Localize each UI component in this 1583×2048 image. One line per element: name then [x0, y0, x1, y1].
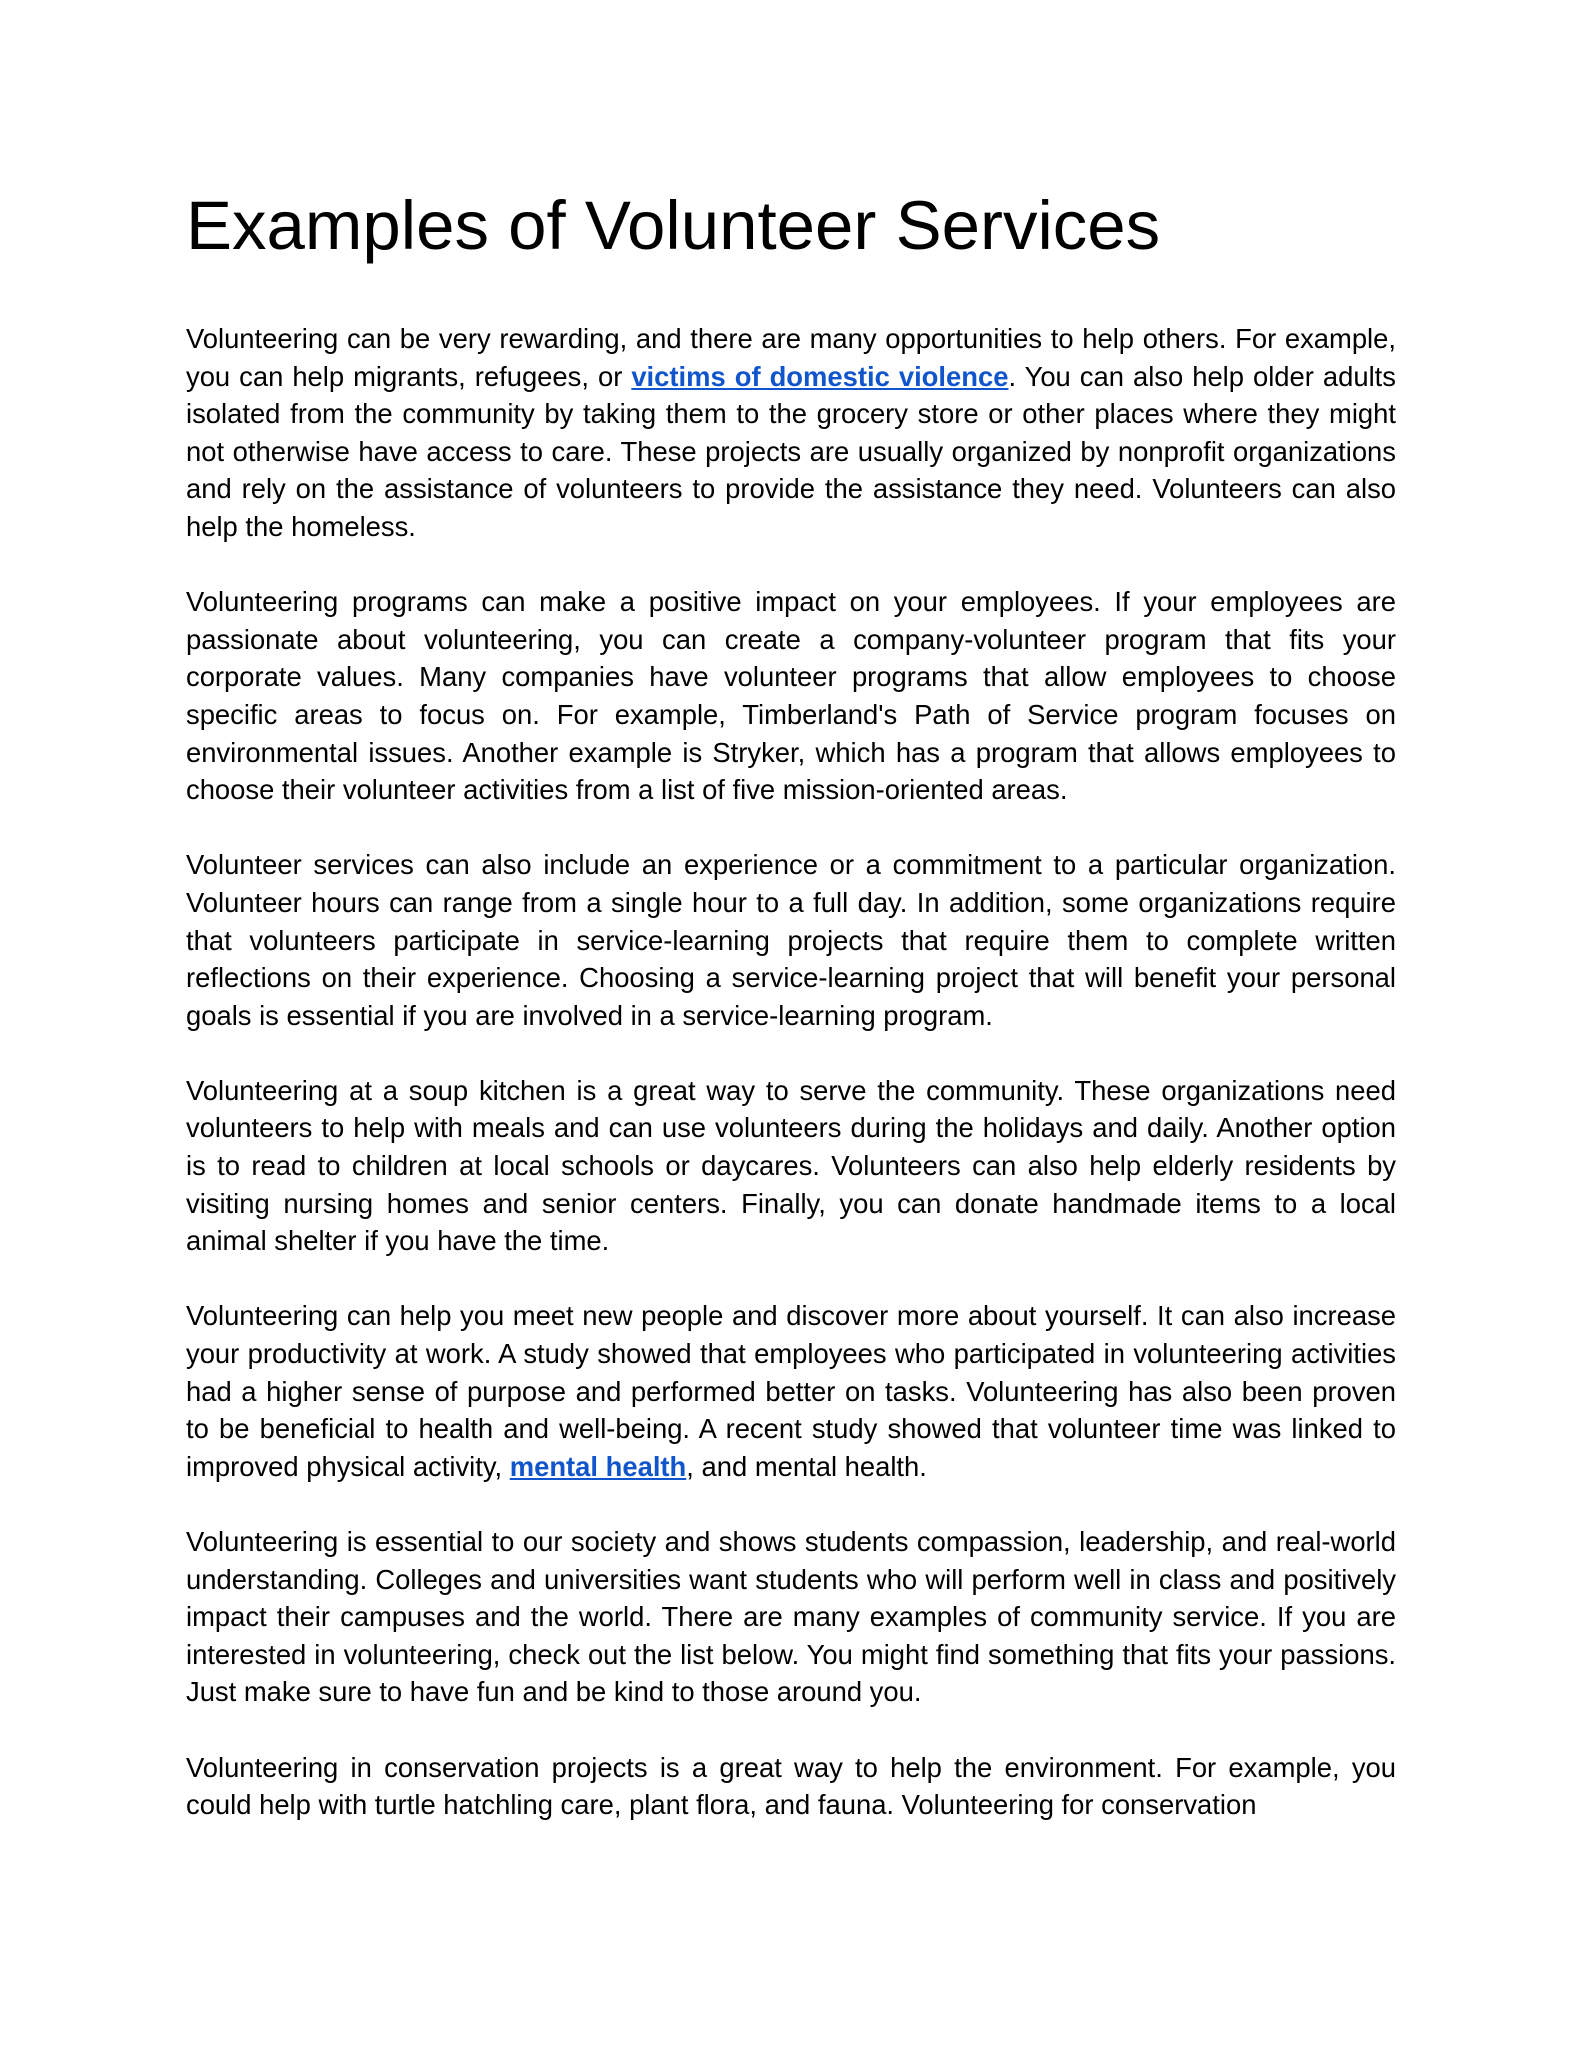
paragraph-3: Volunteer services can also include an experience or a commitment to a particular organization. Volunteer hours can range from a single hour to a full day. In addition, some organizations require that volunteers participate in service-learning projects that require them to complete written reflections on their experience. Choosing a service-learning project that will benefit your personal goals is essential if you are involved in a service-learning program.: [186, 849, 1396, 1031]
paragraph-5-text-after: , and mental health.: [686, 1450, 927, 1482]
document-page: [186, 186, 1396, 1861]
paragraph-1: [186, 320, 1396, 546]
link-victims-of-domestic-violence[interactable]: victims of domestic violence: [631, 360, 1009, 392]
paragraph-1-text-after: . You can also help older adults isolated from the community by taking them to the grocery store or other places where they might not otherwise have access to care. These projects are usually organized by nonprofit organizations and rely on the assistance of volunteers to provide the assistance they need. Volunteers can also help the homeless.: [186, 360, 1396, 542]
paragraph-6: Volunteering is essential to our society and shows students compassion, leadership, and real-world understanding. Colleges and universities want students who will perform well in class and positively impact their campuses and the world. There are many examples of community service. If you are interested in volunteering, check out the list below. You might find something that fits your passions. Just make sure to have fun and be kind to those around you.: [186, 1526, 1396, 1708]
paragraph-1-text-before: Volunteering can be very rewarding, and there are many opportunities to help others. For example, you can help migrants, refugees, or: [186, 323, 1396, 392]
paragraph-2: Volunteering programs can make a positive impact on your employees. If your employees are passionate about volunteering, you can create a company-volunteer program that fits your corporate values. Many companies have volunteer programs that allow employees to choose specific areas to focus on. For example, Timberland's Path of Service program focuses on environmental issues. Another example is Stryker, which has a program that allows employees to choose their volunteer activities from a list of five mission-oriented areas.: [186, 586, 1396, 806]
paragraph-5: [186, 1297, 1396, 1485]
paragraph-7: Volunteering in conservation projects is a great way to help the environment. For example, you could help with turtle hatchling care, plant flora, and fauna. Volunteering for conservation: [186, 1751, 1396, 1821]
document-body: [186, 320, 1396, 1824]
link-mental-health[interactable]: mental health: [509, 1450, 687, 1482]
paragraph-5-text-before: Volunteering can help you meet new people and discover more about yourself. It can also increase your productivity at work. A study showed that employees who participated in volunteering activities had a higher sense of purpose and performed better on tasks. Volunteering has also been proven to be beneficial to health and well-being. A recent study showed that volunteer time was linked to improved physical activity,: [186, 1300, 1396, 1482]
document-title: Examples of Volunteer Services: [186, 187, 1161, 264]
paragraph-4: Volunteering at a soup kitchen is a great way to serve the community. These organizations need volunteers to help with meals and can use volunteers during the holidays and daily. Another option is to read to children at local schools or daycares. Volunteers can also help elderly residents by visiting nursing homes and senior centers. Finally, you can donate handmade items to a local animal shelter if you have the time.: [186, 1074, 1396, 1257]
